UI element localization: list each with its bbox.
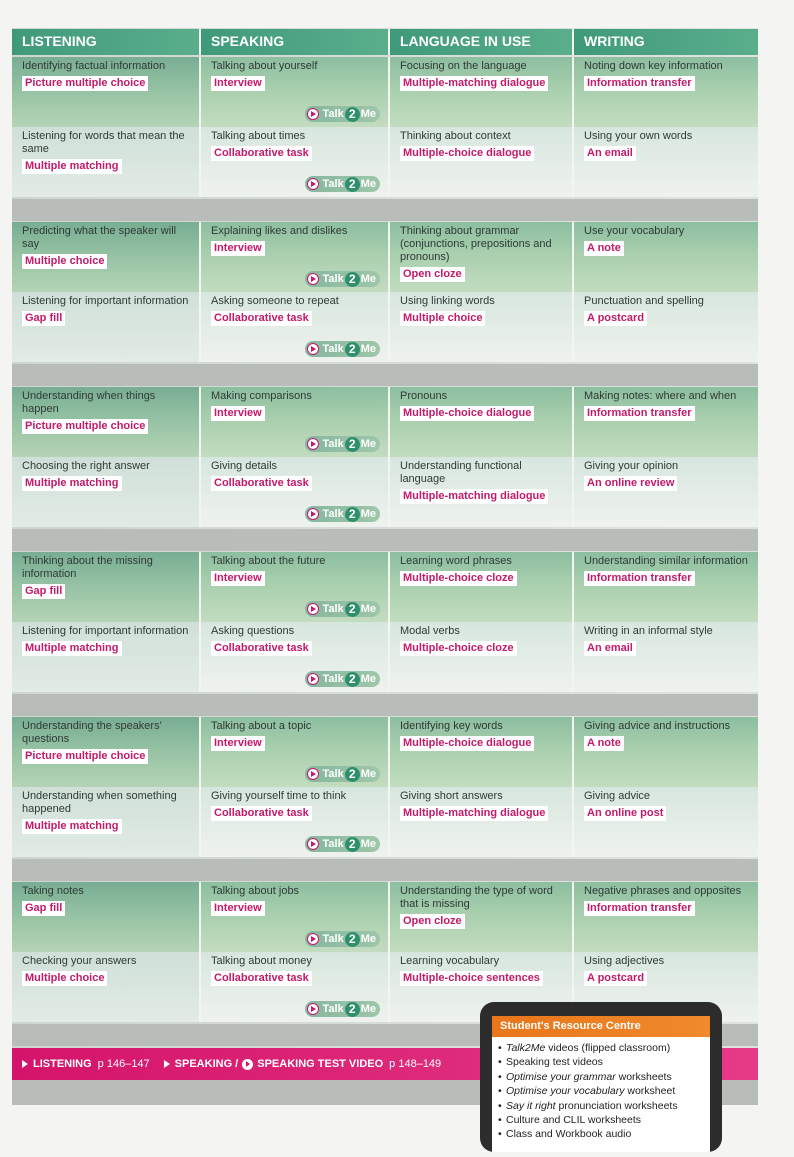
skill-label: Writing in an informal style: [584, 625, 713, 637]
lesson-cell: [574, 387, 758, 457]
task-type-label: Information transfer: [584, 406, 695, 421]
play-icon: [307, 768, 319, 780]
header-language-in-use: LANGUAGE IN USE: [390, 29, 574, 55]
talk2me-text: Talk: [322, 933, 344, 945]
lesson-cell: [201, 717, 390, 787]
skill-label: Understanding when things happen: [22, 390, 156, 415]
lesson-cell: [201, 387, 390, 457]
resource-item: [506, 1127, 710, 1141]
task-type-label: Collaborative task: [211, 476, 312, 491]
lesson-cell: [201, 552, 390, 622]
talk2me-text: Me: [360, 838, 376, 850]
resource-item-text: worksheet: [624, 1085, 676, 1098]
talk2me-video-badge[interactable]: [305, 106, 380, 122]
talk2me-video-badge[interactable]: [305, 671, 380, 687]
unit-separator: [12, 199, 758, 221]
resource-item-text: worksheets: [615, 1070, 672, 1083]
header-speaking: SPEAKING: [201, 29, 390, 55]
task-type-label: An online post: [584, 806, 666, 821]
lesson-cell: [574, 622, 758, 692]
task-type-label: Gap fill: [22, 311, 65, 326]
task-type-label: Interview: [211, 571, 265, 586]
task-type-label: Collaborative task: [211, 806, 312, 821]
lesson-cell: [574, 457, 758, 527]
lesson-cell: [574, 717, 758, 787]
play-icon: [307, 1003, 319, 1015]
skill-label: Giving details: [211, 460, 278, 472]
skill-label: Talking about money: [211, 955, 312, 967]
skill-label: Talking about times: [211, 130, 306, 142]
arrow-icon: [164, 1060, 170, 1068]
play-icon: [307, 933, 319, 945]
lesson-cell: [201, 222, 390, 292]
lesson-cell: [12, 622, 201, 692]
task-type-label: A note: [584, 736, 624, 751]
task-type-label: Interview: [211, 406, 265, 421]
resource-item-text: Culture and CLIL worksheets: [506, 1114, 642, 1127]
skill-label: Giving advice and instructions: [584, 720, 731, 732]
talk2me-number: 2: [345, 437, 360, 452]
talk2me-number: 2: [345, 767, 360, 782]
task-type-label: Multiple-choice dialogue: [400, 406, 534, 421]
skill-label: Focusing on the language: [400, 60, 527, 72]
skill-label: Talking about yourself: [211, 60, 318, 72]
talk2me-text: Talk: [322, 508, 344, 520]
task-type-label: A note: [584, 241, 624, 256]
skill-label: Identifying key words: [400, 720, 503, 732]
talk2me-video-badge[interactable]: [305, 836, 380, 852]
task-type-label: Multiple matching: [22, 641, 122, 656]
lesson-row: [12, 387, 758, 457]
talk2me-text: Talk: [322, 768, 344, 780]
talk2me-number: 2: [345, 672, 360, 687]
task-type-label: A postcard: [584, 311, 647, 326]
unit-separator: [12, 694, 758, 716]
skill-label: Using your own words: [584, 130, 693, 142]
skill-label: Understanding functional language: [400, 460, 522, 485]
lesson-cell: [12, 387, 201, 457]
skill-label: Understanding the type of word that is missing: [400, 885, 553, 910]
talk2me-number: 2: [345, 602, 360, 617]
resource-item: [506, 1041, 710, 1055]
talk2me-video-badge[interactable]: [305, 1001, 380, 1017]
task-type-label: Multiple choice: [22, 971, 107, 986]
talk2me-number: 2: [345, 177, 360, 192]
task-type-label: Information transfer: [584, 571, 695, 586]
talk2me-text: Me: [360, 768, 376, 780]
task-type-label: Information transfer: [584, 76, 695, 91]
talk2me-text: Me: [360, 343, 376, 355]
footer-listening-pages: p 146–147: [97, 1058, 150, 1070]
lesson-row: [12, 57, 758, 127]
footer-speaking: SPEAKING /: [174, 1058, 239, 1070]
resource-centre-tablet: [480, 1002, 722, 1152]
talk2me-text: Me: [360, 178, 376, 190]
lesson-cell: [574, 552, 758, 622]
skill-label: Thinking about context: [400, 130, 511, 142]
talk2me-text: Talk: [322, 838, 344, 850]
task-type-label: Gap fill: [22, 584, 65, 599]
talk2me-number: 2: [345, 507, 360, 522]
resource-item-title: Say it right: [506, 1099, 556, 1112]
talk2me-number: 2: [345, 272, 360, 287]
talk2me-text: Me: [360, 438, 376, 450]
lesson-cell: [201, 622, 390, 692]
talk2me-text: Talk: [322, 673, 344, 685]
play-icon: [307, 838, 319, 850]
skill-label: Negative phrases and opposites: [584, 885, 742, 897]
lesson-cell: [201, 787, 390, 857]
skill-label: Learning word phrases: [400, 555, 512, 567]
resource-item-text: videos (flipped classroom): [545, 1042, 671, 1054]
skill-label: Learning vocabulary: [400, 955, 500, 967]
resource-centre-title: Student's Resource Centre: [492, 1016, 710, 1037]
lesson-cell: [12, 127, 201, 197]
skill-label: Listening for important information: [22, 625, 189, 637]
talk2me-text: Talk: [322, 1003, 344, 1015]
lesson-cell: [12, 222, 201, 292]
task-type-label: Multiple choice: [22, 254, 107, 269]
skill-label: Listening for words that mean the same: [22, 130, 185, 155]
lesson-cell: [574, 882, 758, 952]
task-type-label: Picture multiple choice: [22, 76, 148, 91]
lesson-cell: [12, 787, 201, 857]
skill-label: Using linking words: [400, 295, 495, 307]
task-type-label: Multiple-choice dialogue: [400, 736, 534, 751]
lesson-cell: [390, 292, 574, 362]
task-type-label: Open cloze: [400, 914, 465, 929]
talk2me-number: 2: [345, 342, 360, 357]
play-icon: [307, 108, 319, 120]
skill-label: Listening for important information: [22, 295, 189, 307]
lesson-cell: [390, 622, 574, 692]
footer-listening: LISTENING: [33, 1058, 92, 1070]
talk2me-text: Talk: [322, 343, 344, 355]
lesson-cell: [201, 127, 390, 197]
task-type-label: A postcard: [584, 971, 647, 986]
resource-item-title: Optimise your grammar: [506, 1070, 616, 1083]
lesson-cell: [201, 292, 390, 362]
lesson-cell: [12, 57, 201, 127]
unit-separator: [12, 529, 758, 551]
skill-label: Talking about the future: [211, 555, 326, 567]
lesson-row: [12, 622, 758, 692]
lesson-cell: [390, 387, 574, 457]
task-type-label: Multiple-choice dialogue: [400, 146, 534, 161]
skill-label: Talking about a topic: [211, 720, 312, 732]
skill-label: Making notes: where and when: [584, 390, 737, 402]
talk2me-video-badge[interactable]: [305, 436, 380, 452]
play-icon: [307, 343, 319, 355]
resource-item-title: Optimise your vocabulary: [506, 1085, 625, 1098]
task-type-label: Multiple-choice sentences: [400, 971, 543, 986]
task-type-label: Multiple-matching dialogue: [400, 489, 548, 504]
task-type-label: Multiple-matching dialogue: [400, 76, 548, 91]
lesson-cell: [390, 787, 574, 857]
task-type-label: Multiple matching: [22, 159, 122, 174]
skill-label: Punctuation and spelling: [584, 295, 704, 307]
unit-separator: [12, 364, 758, 386]
lesson-cell: [12, 717, 201, 787]
column-headers: [12, 29, 758, 55]
skill-label: Modal verbs: [400, 625, 460, 637]
talk2me-video-badge[interactable]: [305, 506, 380, 522]
header-writing: WRITING: [574, 29, 758, 55]
task-type-label: Gap fill: [22, 901, 65, 916]
resource-item-text: pronunciation worksheets: [555, 1099, 678, 1112]
talk2me-text: Talk: [322, 438, 344, 450]
play-icon: [307, 438, 319, 450]
lesson-cell: [12, 292, 201, 362]
task-type-label: An online review: [584, 476, 677, 491]
lesson-row: [12, 292, 758, 362]
task-type-label: Multiple matching: [22, 476, 122, 491]
talk2me-text: Me: [360, 108, 376, 120]
task-type-label: Picture multiple choice: [22, 749, 148, 764]
resource-item: [506, 1055, 710, 1069]
skill-label: Giving advice: [584, 790, 651, 802]
talk2me-text: Me: [360, 273, 376, 285]
lesson-cell: [201, 457, 390, 527]
unit-separator: [12, 859, 758, 881]
arrow-icon: [22, 1060, 28, 1068]
skill-label: Identifying factual information: [22, 60, 166, 72]
lesson-row: [12, 717, 758, 787]
skill-label: Making comparisons: [211, 390, 312, 402]
skill-label: Noting down key information: [584, 60, 723, 72]
lesson-cell: [574, 222, 758, 292]
skill-label: Thinking about grammar (conjunctions, prepositions and pronouns): [400, 225, 552, 263]
task-type-label: Interview: [211, 76, 265, 91]
resource-item: [506, 1070, 710, 1084]
skill-label: Talking about jobs: [211, 885, 300, 897]
talk2me-video-badge[interactable]: [305, 601, 380, 617]
task-type-label: Interview: [211, 736, 265, 751]
lesson-cell: [12, 552, 201, 622]
lesson-cell: [574, 127, 758, 197]
lesson-row: [12, 457, 758, 527]
lesson-cell: [390, 457, 574, 527]
play-icon: [307, 673, 319, 685]
play-icon: [307, 273, 319, 285]
resource-item: [506, 1084, 710, 1098]
skill-label: Choosing the right answer: [22, 460, 150, 472]
skill-label: Using adjectives: [584, 955, 665, 967]
talk2me-text: Talk: [322, 108, 344, 120]
play-icon: [307, 603, 319, 615]
lesson-cell: [574, 787, 758, 857]
skill-label: Asking questions: [211, 625, 295, 637]
talk2me-video-badge[interactable]: [305, 271, 380, 287]
lesson-cell: [390, 552, 574, 622]
lesson-cell: [390, 222, 574, 292]
talk2me-video-badge[interactable]: [305, 341, 380, 357]
resource-item: [506, 1113, 710, 1127]
header-listening: LISTENING: [12, 29, 201, 55]
talk2me-text: Me: [360, 1003, 376, 1015]
footer-speaking-test-video: SPEAKING TEST VIDEO: [257, 1058, 384, 1070]
skill-label: Taking notes: [22, 885, 84, 897]
talk2me-video-badge[interactable]: [305, 766, 380, 782]
skill-label: Giving short answers: [400, 790, 503, 802]
skill-label: Understanding similar information: [584, 555, 748, 567]
tablet-screen: [492, 1016, 710, 1152]
talk2me-text: Me: [360, 673, 376, 685]
talk2me-number: 2: [345, 932, 360, 947]
task-type-label: Picture multiple choice: [22, 419, 148, 434]
talk2me-text: Talk: [322, 603, 344, 615]
lesson-row: [12, 222, 758, 292]
lesson-row: [12, 552, 758, 622]
lesson-cell: [12, 952, 201, 1022]
lesson-cell: [574, 292, 758, 362]
skill-label: Asking someone to repeat: [211, 295, 339, 307]
talk2me-number: 2: [345, 1002, 360, 1017]
talk2me-text: Talk: [322, 273, 344, 285]
talk2me-number: 2: [345, 107, 360, 122]
lesson-cell: [390, 57, 574, 127]
skill-label: Thinking about the missing information: [22, 555, 153, 580]
talk2me-video-badge[interactable]: [305, 176, 380, 192]
task-type-label: Collaborative task: [211, 641, 312, 656]
lesson-row: [12, 787, 758, 857]
task-type-label: An email: [584, 641, 636, 656]
talk2me-text: Me: [360, 933, 376, 945]
lesson-cell: [390, 127, 574, 197]
resource-item-text: Class and Workbook audio: [506, 1128, 632, 1141]
task-type-label: Open cloze: [400, 267, 465, 282]
task-type-label: Multiple-choice cloze: [400, 571, 517, 586]
lesson-cell: [12, 457, 201, 527]
skill-label: Explaining likes and dislikes: [211, 225, 348, 237]
lesson-row: [12, 882, 758, 952]
lesson-cell: [201, 952, 390, 1022]
skill-label: Pronouns: [400, 390, 448, 402]
talk2me-text: Talk: [322, 178, 344, 190]
task-type-label: Information transfer: [584, 901, 695, 916]
play-icon: [307, 178, 319, 190]
task-type-label: Collaborative task: [211, 311, 312, 326]
resource-centre-list: [492, 1041, 710, 1142]
skill-label: Understanding when something happened: [22, 790, 177, 815]
resource-item-text: Speaking test videos: [506, 1056, 603, 1069]
talk2me-text: Me: [360, 508, 376, 520]
task-type-label: Interview: [211, 901, 265, 916]
task-type-label: Multiple-matching dialogue: [400, 806, 548, 821]
task-type-label: Multiple choice: [400, 311, 485, 326]
play-icon: [307, 508, 319, 520]
lesson-cell: [201, 57, 390, 127]
task-type-label: An email: [584, 146, 636, 161]
resource-item-title: Talk2Me: [506, 1042, 546, 1054]
lesson-cell: [12, 882, 201, 952]
talk2me-text: Me: [360, 603, 376, 615]
resource-item: [506, 1099, 710, 1113]
task-type-label: Interview: [211, 241, 265, 256]
skill-label: Giving your opinion: [584, 460, 679, 472]
task-type-label: Multiple matching: [22, 819, 122, 834]
skill-label: Checking your answers: [22, 955, 137, 967]
skill-label: Predicting what the speaker will say: [22, 225, 177, 250]
skill-label: Understanding the speakers' questions: [22, 720, 162, 745]
footer-speaking-pages: p 148–149: [389, 1058, 442, 1070]
task-type-label: Collaborative task: [211, 971, 312, 986]
lesson-cell: [201, 882, 390, 952]
task-type-label: Collaborative task: [211, 146, 312, 161]
task-type-label: Multiple-choice cloze: [400, 641, 517, 656]
skill-label: Giving yourself time to think: [211, 790, 347, 802]
talk2me-video-badge[interactable]: [305, 931, 380, 947]
talk2me-number: 2: [345, 837, 360, 852]
lesson-row: [12, 127, 758, 197]
play-icon: [242, 1059, 253, 1070]
skill-label: Use your vocabulary: [584, 225, 685, 237]
lesson-cell: [390, 882, 574, 952]
lesson-cell: [574, 57, 758, 127]
lesson-cell: [390, 717, 574, 787]
